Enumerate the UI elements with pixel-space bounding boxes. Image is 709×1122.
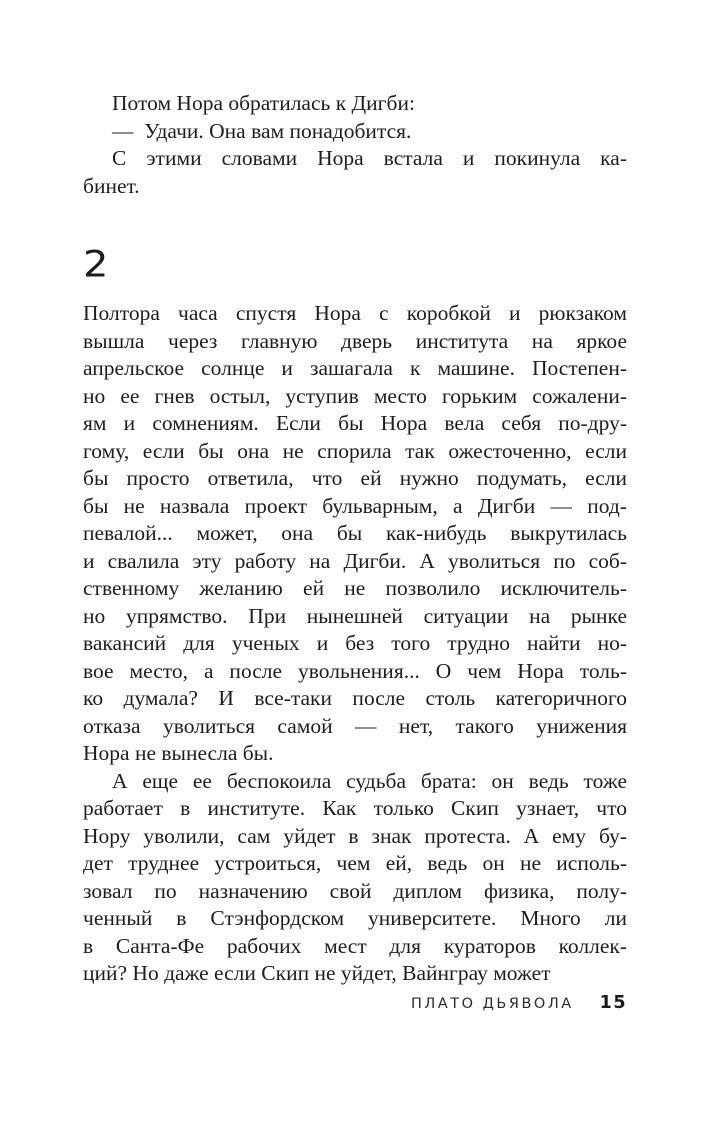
text-line: Полтора часа спустя Нора с коробкой и рюкзаком (83, 301, 627, 325)
text-line: апрельское солнце и зашагала к машине. Постепен- (83, 356, 627, 380)
text-line: и свалила эту работу на Дигби. А уволиться по соб- (83, 548, 627, 573)
text-line: дет труднее устроиться, чем ей, ведь он не исполь- (83, 851, 627, 875)
page-number: 15 (599, 993, 627, 1013)
text-line: ственному желанию ей не позволило исключитель- (83, 576, 627, 600)
intro-paragraphs (83, 90, 627, 200)
text-line: но упрямство. При нынешней ситуации на рынке (83, 603, 627, 628)
text-line: бы просто ответила, что ей нужно подумать, если (83, 466, 627, 490)
page-footer (411, 993, 627, 1013)
text-line: Нору уволили, сам уйдет в знак протеста. А ему бу- (83, 823, 627, 848)
text-line: ций? Но даже если Скип не уйдет, Вайнграу может (83, 961, 551, 985)
text-line: певалой... может, она бы как-нибудь выкрутилась (83, 521, 627, 545)
text-line: ям и сомнениям. Если бы Нора вела себя по-дру- (83, 411, 627, 435)
text-line: Потом Нора обратилась к Дигби: (112, 91, 415, 115)
text-line: отказа уволиться самой — нет, такого унижения (83, 713, 627, 738)
text-line: Нора не вынесла бы. (83, 741, 274, 765)
chapter-number: 2 (83, 243, 109, 286)
text-line: — Удачи. Она вам понадобится. (112, 118, 412, 143)
text-line: работает в институте. Как только Скип узнает, что (83, 796, 627, 820)
text-line: в Санта-Фе рабочих мест для кураторов коллек- (83, 933, 627, 958)
text-line: зовал по назначению свой диплом физика, полу- (83, 878, 627, 903)
text-line: ко думала? И все-таки после столь категоричного (83, 686, 627, 710)
text-line: С этими словами Нора встала и покинула ка- (112, 146, 627, 170)
text-line: ченный в Стэнфордском университете. Много ли (83, 906, 627, 930)
text-line: вышла через главную дверь института на яркое (83, 328, 627, 353)
text-line: бинет. (83, 173, 140, 198)
text-line: гому, если бы она не спорила так ожесточенно, если (83, 438, 627, 463)
body-text (83, 300, 627, 988)
running-title: ПЛАТО ДЬЯВОЛА (411, 996, 574, 1012)
text-line: вакансий для ученых и без того трудно найти но- (83, 631, 627, 655)
text-line: А еще ее беспокоила судьба брата: он ведь тоже (112, 768, 627, 793)
text-line: вое место, а после увольнения... О чем Нора толь- (83, 658, 627, 683)
text-line: но ее гнев остыл, уступив место горьким сожалени- (83, 383, 627, 408)
text-line: бы не назвала проект бульварным, а Дигби — под- (83, 493, 627, 518)
